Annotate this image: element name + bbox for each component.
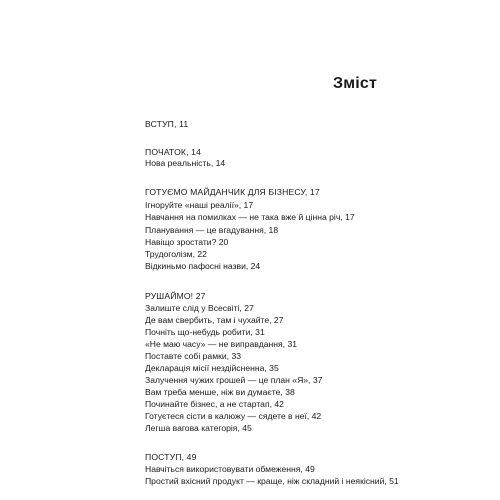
toc-entry: Вам треба менше, ніж ви думаєте, 38	[145, 387, 295, 397]
toc-entry: ГОТУЄМО МАЙДАНЧИК ДЛЯ БІЗНЕСУ, 17	[145, 187, 320, 197]
toc-entry: Навіщо зростати? 20	[145, 237, 229, 247]
toc-entry: Навчання на помилках — не така вже й цінна річ, 17	[145, 212, 355, 222]
toc-entry: РУШАЙМО! 27	[145, 291, 206, 301]
toc-entry: Відкиньмо пафосні назви, 24	[145, 261, 261, 271]
toc-entry: Залучення чужих грошей — це план «Я», 37	[145, 375, 323, 385]
toc-entry: Почніть що-небудь робити, 31	[145, 327, 265, 337]
toc-entry: Ігноруйте «наші реалії», 17	[145, 200, 254, 210]
toc-entry: Простий вхісний продукт — краще, ніж складний і неякісний, 51	[145, 476, 399, 486]
toc-entry: Навчіться використовувати обмеження, 49	[145, 464, 315, 474]
toc-entry: Нова реальність, 14	[145, 158, 226, 168]
toc-entry: Де вам свербить, там і чухайте, 27	[145, 315, 284, 325]
toc-entry: ВСТУП, 11	[145, 119, 189, 129]
toc-entry: Планування — це вгадування, 18	[145, 225, 279, 235]
toc-entry: «Не маю часу» — не виправдання, 31	[145, 339, 298, 349]
toc-entry: ПОЧАТОК, 14	[145, 147, 201, 157]
toc-entry: Трудоголізм, 22	[145, 249, 207, 259]
toc-entry: Готуєтеся сісти в калюжу — сядете в неї, 42	[145, 411, 322, 421]
toc-entry: Починайте бізнес, а не стартап, 42	[145, 399, 284, 409]
toc-entry: Залиште слід у Всесвіті, 27	[145, 303, 254, 313]
toc-entry: Поставте собі рамки, 33	[145, 351, 242, 361]
toc-entry: Декларація місії нездійсненна, 35	[145, 363, 279, 373]
toc-entry: ПОСТУП, 49	[145, 452, 197, 462]
page-title: Зміст	[333, 75, 378, 92]
toc-entry: Легша вагова категорія, 45	[145, 423, 252, 433]
